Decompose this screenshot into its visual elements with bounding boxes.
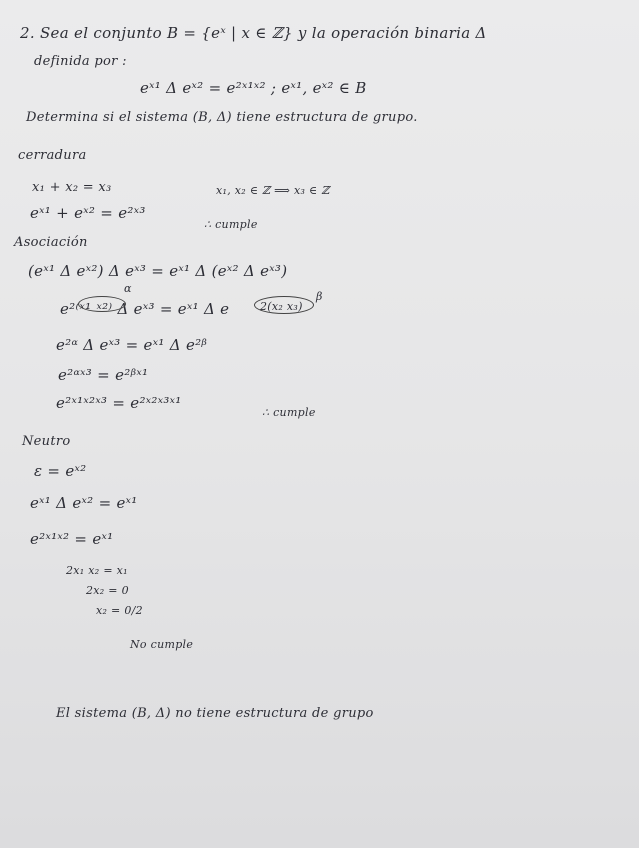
problem-line-1: 2. Sea el conjunto B = {eˣ | x ∈ ℤ} y la operación binaria Δ xyxy=(20,24,487,42)
neutral-eq-3: e²ˣ¹ˣ² = eˣ¹ xyxy=(30,530,114,548)
task-statement: Determina si el sistema (B, Δ) tiene estructura de grupo. xyxy=(26,110,418,125)
circled-exponent-mark-left xyxy=(78,296,126,312)
closure-membership: x₁, x₂ ∈ ℤ ⟹ x₃ ∈ ℤ xyxy=(216,184,330,197)
operation-definition: eˣ¹ Δ eˣ² = e²ˣ¹ˣ² ; eˣ¹, eˣ² ∈ B xyxy=(140,79,367,97)
neutral-eq-2: eˣ¹ Δ eˣ² = eˣ¹ xyxy=(30,494,138,512)
alpha-label: α xyxy=(124,282,132,295)
closure-conclusion: ∴ cumple xyxy=(204,218,258,231)
neutral-conclusion: No cumple xyxy=(130,638,194,651)
assoc-eq-2: e²⁽ˣ¹ ˣ²⁾ Δ eˣ³ = eˣ¹ Δ e xyxy=(60,300,230,318)
assoc-conclusion: ∴ cumple xyxy=(262,406,316,419)
section-title-closure: cerradura xyxy=(18,148,87,163)
section-title-neutral: Neutro xyxy=(22,434,71,449)
neutral-eq-5: 2x₂ = 0 xyxy=(86,584,129,597)
neutral-eq-6: x₂ = 0/2 xyxy=(96,604,143,617)
neutral-eq-1: ε = eˣ² xyxy=(34,462,87,480)
neutral-eq-4: 2x₁ x₂ = x₁ xyxy=(66,564,128,577)
assoc-eq-1: (eˣ¹ Δ eˣ²) Δ eˣ³ = eˣ¹ Δ (eˣ² Δ eˣ³) xyxy=(28,262,288,280)
closure-eq-1: x₁ + x₂ = x₃ xyxy=(32,180,112,195)
circled-exponent-mark xyxy=(254,296,314,314)
assoc-eq-5: e²ˣ¹ˣ²ˣ³ = e²ˣ²ˣ³ˣ¹ xyxy=(56,394,182,412)
assoc-eq-3: e²ᵅ Δ eˣ³ = eˣ¹ Δ e²ᵝ xyxy=(56,336,208,354)
assoc-eq-2-circled-exponent: 2(x₂ x₃) xyxy=(260,300,303,313)
problem-line-2: definida por : xyxy=(34,54,127,69)
beta-label: β xyxy=(316,290,323,303)
closure-eq-2: eˣ¹ + eˣ² = e²ˣ³ xyxy=(30,204,146,222)
assoc-eq-4: e²ᵅˣ³ = e²ᵝˣ¹ xyxy=(58,366,149,384)
final-statement: El sistema (B, Δ) no tiene estructura de grupo xyxy=(56,706,374,721)
section-title-associativity: Asociación xyxy=(14,235,88,250)
